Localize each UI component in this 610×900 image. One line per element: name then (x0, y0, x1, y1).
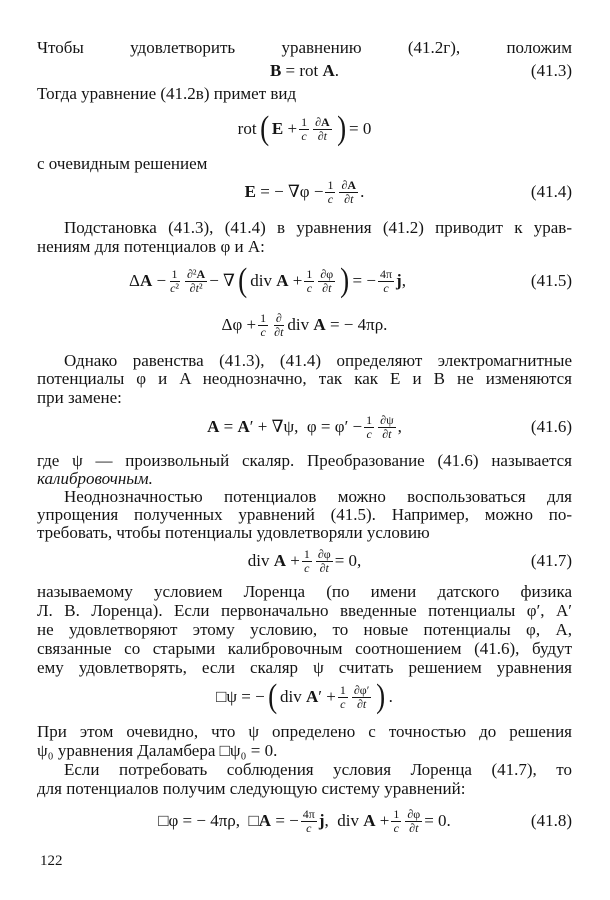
text-line: связанные со старыми калибровочным соотношением (41.6), будут (37, 639, 572, 658)
text-line: требовать, чтобы потенциалы удовлетворяли условию (37, 523, 430, 542)
equation-rot: rot ( E + $\frac{1}{c}$ $\frac{\partial A}{\partial t}$ ) = 0 (237, 110, 372, 147)
text-line: Однако равенства (41.3), (41.4) определяют электромагнитные (64, 351, 572, 370)
page-number: 122 (40, 853, 63, 869)
equation-dalembert: □ψ = − ( div A ′ + $\frac{1}{c}$ $\frac{\partial\varphi'}{\partial t}$ ) . (216, 678, 393, 715)
equation-number: (41.3) (530, 61, 572, 80)
text-line: Чтобы удовлетворить уравнению (41.2г), положим (37, 38, 572, 57)
equation-number: (41.7) (530, 551, 572, 570)
text-line: Л. В. Лоренца). Если первоначально введенные потенциалы φ′, A′ (37, 601, 572, 620)
text-line: не удовлетворяют этому условию, то новые потенциалы φ, A, (37, 620, 572, 639)
text-line: упрощения полученных уравнений (41.5). Например, можно по- (37, 505, 572, 524)
text-line: Неоднозначностью потенциалов можно воспользоваться для (64, 487, 572, 506)
text-line: ψ₀ уравнения Даламбера □ψ₀ = 0. (37, 741, 278, 760)
equation-number: (41.4) (530, 182, 572, 201)
text-line: нениям для потенциалов φ и A: (37, 237, 265, 256)
emphasis-line: калибровочным. (37, 469, 153, 488)
equation-41-7: div A + $\frac{1}{c}$ $\frac{\partial\varphi}{\partial t}$ = 0, (41.7) (37, 541, 572, 581)
equation-number: (41.8) (530, 811, 572, 830)
equation-potential-phi: Δφ + $\frac{1}{c}$ $\frac{\partial}{\partial t}$ div A = − 4πρ. (221, 310, 388, 339)
equation-number: (41.5) (530, 271, 572, 290)
text-line: для потенциалов получим следующую систему уравнений: (37, 779, 466, 798)
text-line: ему удовлетворять, если скаляр ψ считать решением уравнения (37, 658, 572, 677)
equation-41-5: Δ A − $\frac{1}{\text{c²}}$ $\frac{\text{∂²A}}{\text{∂t²}}$ − ∇ ( div A + $\frac{1}{c}$ $\frac{\partial\varphi}{\partial t}$ ) = − $\frac{4\pi}{c}$ j , (41.5) (37, 258, 572, 304)
text-line: При этом очевидно, что ψ определено с точностью до решения (37, 722, 572, 741)
text-line: при замене: (37, 388, 122, 407)
text-line: Если потребовать соблюдения условия Лоренца (41.7), то (64, 760, 572, 779)
text-line: с очевидным решением (37, 154, 208, 173)
equation-41-4: E = − ∇φ − $\frac{1}{c}$ $\frac{\partial A}{\partial t}$ . (41.4) (37, 172, 572, 212)
text-line: Подстановка (41.3), (41.4) в уравнения (41.2) приводит к урав- (64, 218, 572, 237)
equation-number: (41.6) (530, 417, 572, 436)
text-line: где ψ — произвольный скаляр. Преобразование (41.6) называется (37, 451, 572, 470)
text-line: потенциалы φ и A неоднозначно, так как E и B не изменяются (37, 369, 572, 388)
equation-41-8: □φ = − 4πρ, □ A = − $\frac{4\pi}{c}$ j , div A + $\frac{1}{c}$ $\frac{\partial\varphi}{\partial t}$ = 0. (41.8) (37, 801, 572, 841)
equation-41-3: B = rot A . (41.3) (37, 51, 572, 91)
text-line: Тогда уравнение (41.2в) примет вид (37, 84, 297, 103)
equation-41-6: A = A ′ + ∇ψ, φ = φ′ − $\frac{1}{c}$ $\frac{\partial\psi}{\partial t}$ , (41.6) (37, 407, 572, 447)
text-line: называемому условием Лоренца (по имени датского физика (37, 582, 572, 601)
